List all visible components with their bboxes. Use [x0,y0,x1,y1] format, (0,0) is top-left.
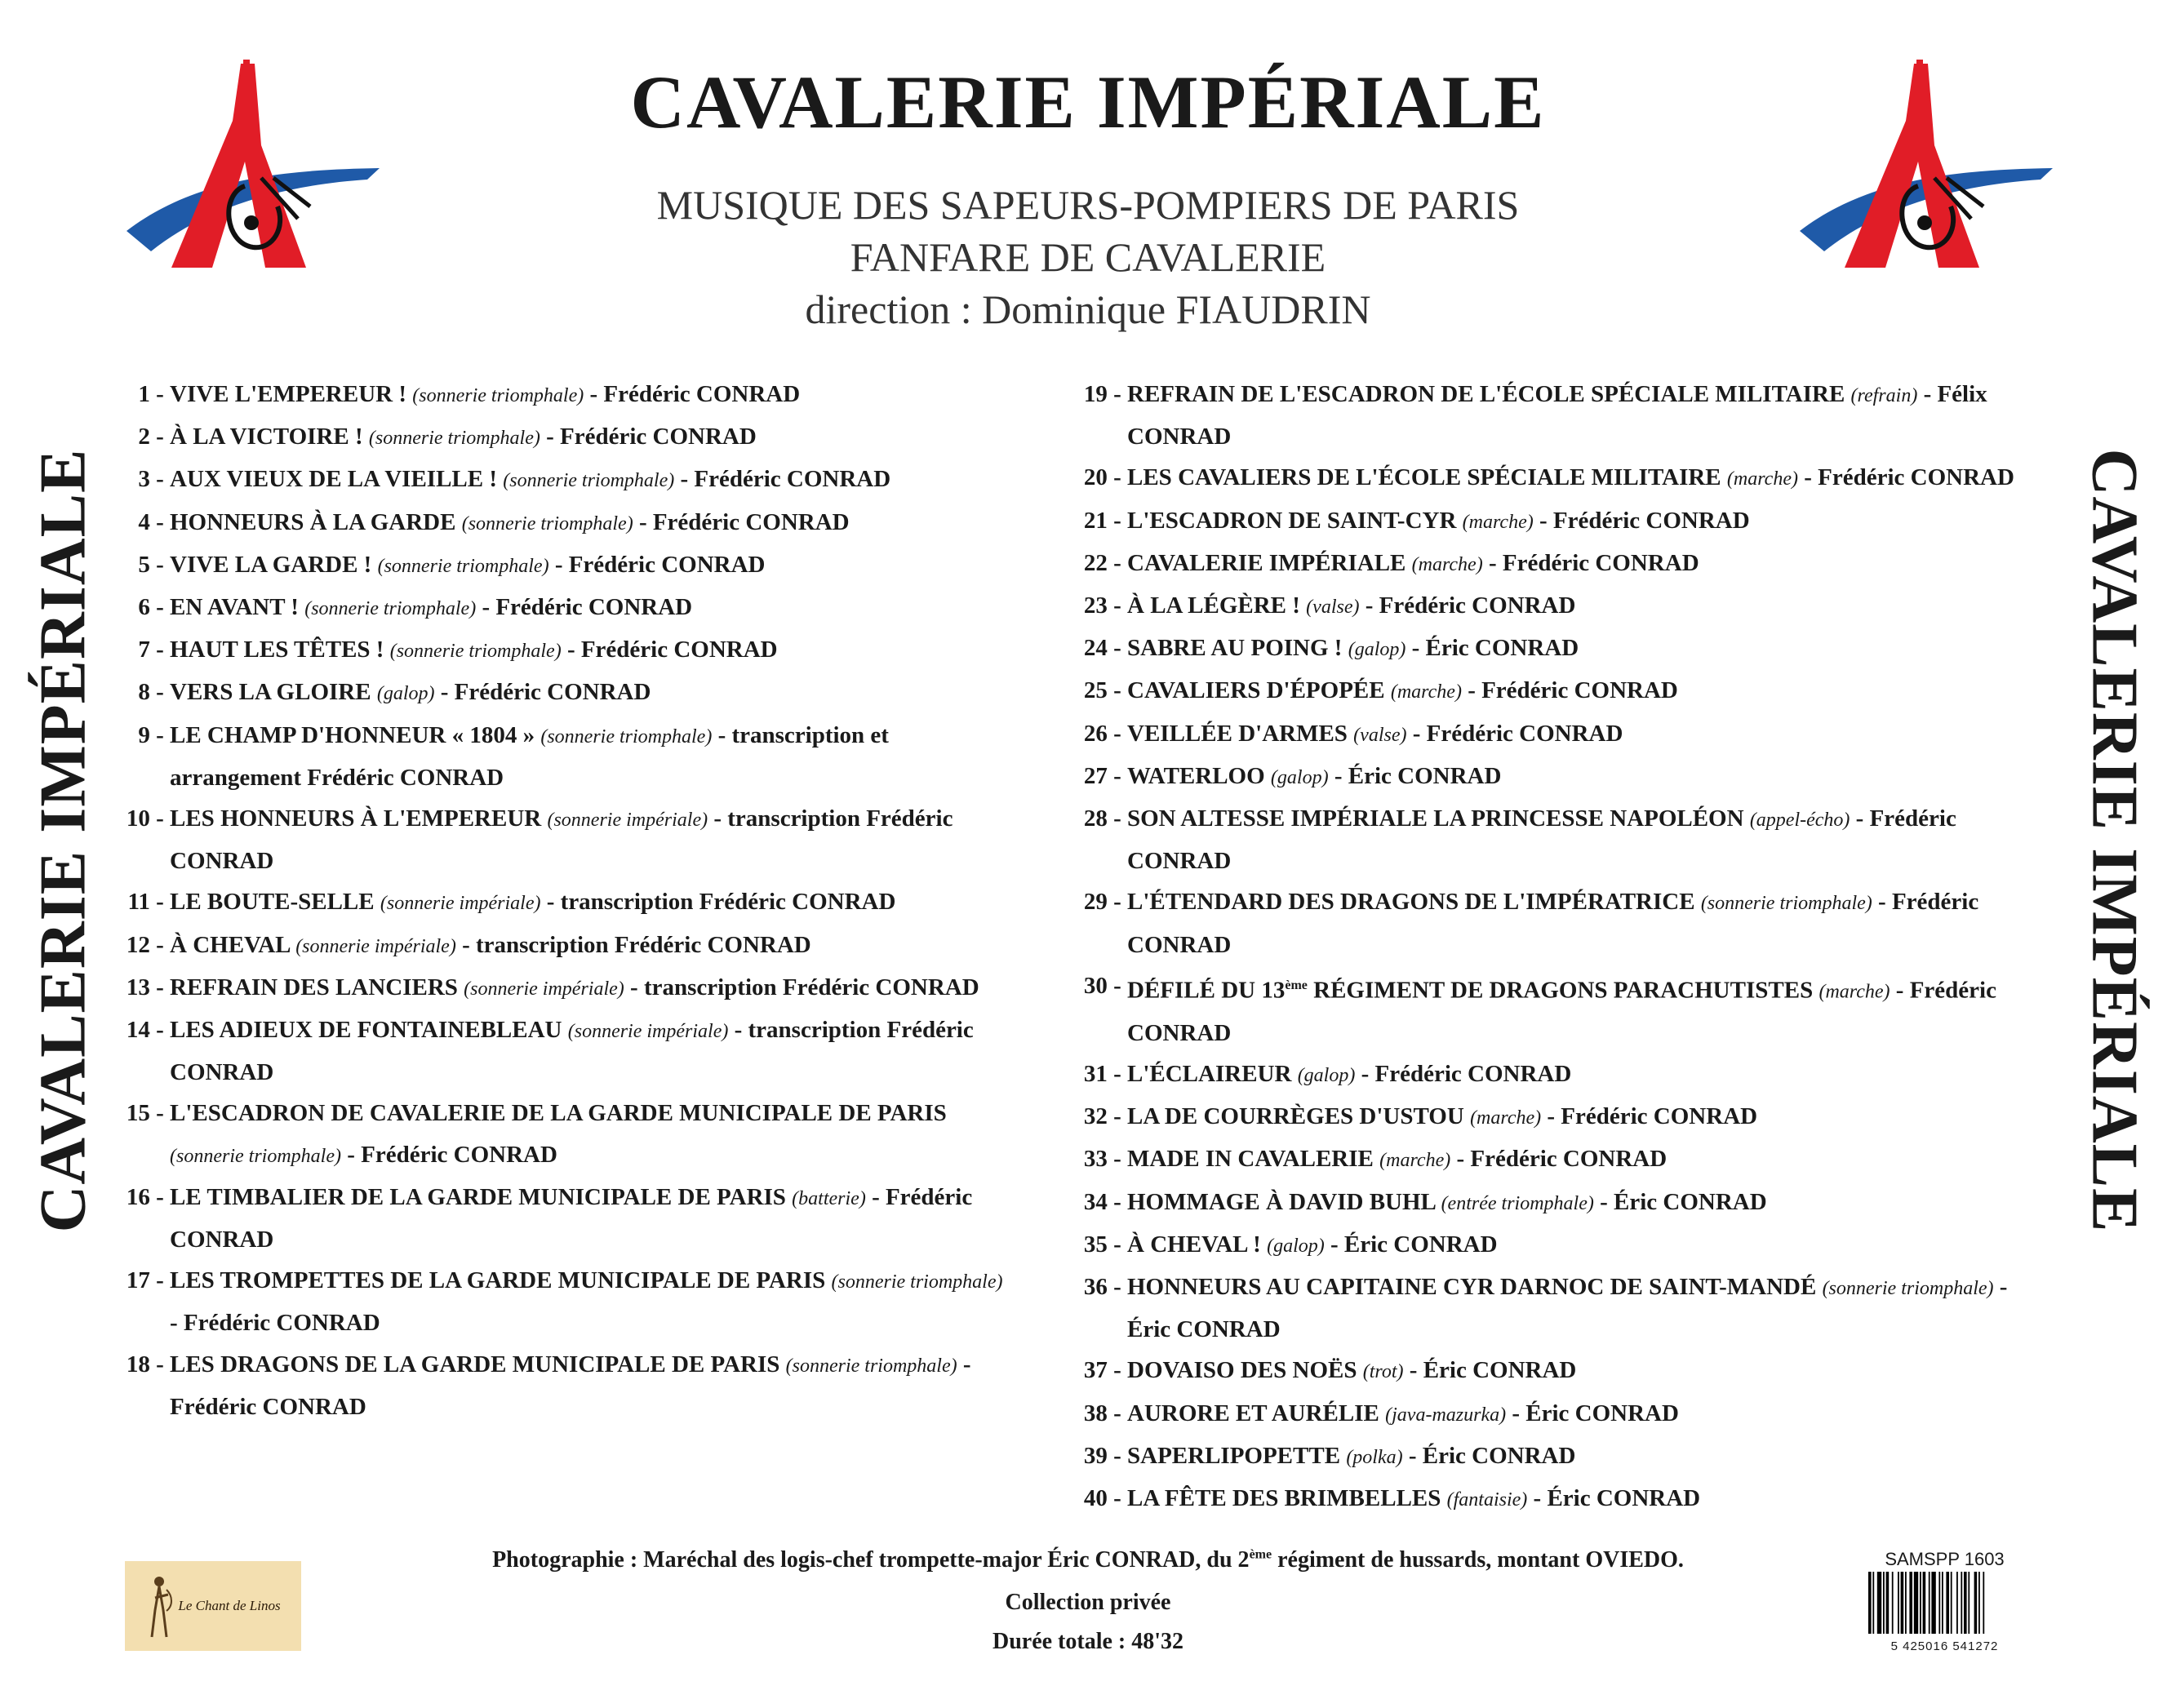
track-credit: - Éric CONRAD [1403,1357,1577,1384]
track-number: 29 - [1083,889,1127,916]
track-number: 24 - [1083,635,1127,662]
track-genre: (sonnerie triomphale) [1700,893,1872,915]
track-credit: - Frédéric CONRAD [1450,1146,1668,1173]
track-text [170,416,1006,459]
track-number: 23 - [1083,592,1127,619]
track-item [1081,798,2028,881]
track-credit: - Éric CONRAD [1506,1400,1679,1426]
barcode-bar [1938,1572,1940,1634]
sapeurs-pompiers-logo-left [122,55,384,276]
track-item [124,459,1006,501]
track-title: LE BOUTE-SELLE [170,889,375,916]
track-item [1081,965,2028,1054]
track-credit: - Frédéric CONRAD [1127,889,1979,958]
track-item [124,1009,1006,1093]
track-title: LE CHAMP D'HONNEUR « 1804 » [170,721,535,748]
track-title: SON ALTESSE IMPÉRIALE LA PRINCESSE NAPOLÉON [1127,805,1744,832]
track-title: AURORE ET AURÉLIE [1127,1400,1379,1426]
label-logo [125,1561,301,1651]
track-title: RÉGIMENT DE DRAGONS PARACHUTISTES [1307,977,1814,1004]
track-title: L'ÉCLAIREUR [1127,1060,1292,1087]
track-text [1127,670,2028,712]
ensemble-line: MUSIQUE DES SAPEURS-POMPIERS DE PARIS [656,182,1520,228]
track-item [1081,713,2028,756]
track-title: DOVAISO DES NOËS [1127,1357,1357,1384]
track-genre: (sonnerie impériale) [547,810,708,832]
track-title: REFRAIN DE L'ESCADRON DE L'ÉCOLE SPÉCIALE MILITAIRE [1127,381,1845,407]
conductor-line: direction : Dominique FIAUDRIN [805,286,1371,332]
barcode-bar [1898,1572,1899,1634]
track-credit: - Frédéric CONRAD [1406,720,1623,747]
track-credit: - Éric CONRAD [1324,1231,1498,1258]
track-title: SABRE AU POING ! [1127,635,1343,662]
track-item [1081,1138,2028,1181]
track-item [124,672,1006,714]
track-number: 8 - [138,679,170,706]
track-number: 30 - [1083,972,1127,999]
track-text [170,1093,1006,1176]
barcode-bar [1901,1572,1904,1634]
track-number: 13 - [126,974,170,1000]
track-credit: - Frédéric CONRAD [540,424,757,450]
track-number: 34 - [1083,1188,1127,1215]
track-text [170,1344,1006,1427]
catalog-number: SAMSPP 1603 [1885,1549,2005,1569]
barcode-bar [1942,1572,1943,1634]
track-genre: (marche) [1819,981,1890,1003]
track-number: 15 - [126,1100,170,1127]
track-item [124,416,1006,459]
track-genre: (refrain) [1850,385,1918,406]
track-number: 39 - [1083,1442,1127,1469]
track-item [1081,374,2028,457]
track-item [124,1344,1006,1427]
track-item [1081,1435,2028,1478]
track-title: CAVALIERS D'ÉPOPÉE [1127,677,1385,704]
track-text [1127,628,2028,670]
barcode-bar [1968,1572,1970,1634]
track-genre: (sonnerie triomphale) [377,555,549,577]
track-item [124,374,1006,416]
track-text [1127,1267,2028,1350]
track-text [170,1260,1006,1343]
track-number: 28 - [1083,805,1127,832]
track-genre: (sonnerie impériale) [295,935,456,957]
track-item [1081,1096,2028,1138]
track-genre: (galop) [1297,1064,1356,1086]
track-genre: (sonnerie impériale) [464,978,624,1000]
track-genre: (valse) [1306,597,1360,619]
track-text [1127,500,2028,543]
track-number: 16 - [126,1183,170,1210]
track-credit: - Frédéric CONRAD [340,1141,557,1168]
spine-title-right: CAVALERIE IMPÉRIALE [2078,448,2151,1233]
track-item [1081,457,2028,499]
track-item [1081,585,2028,628]
track-genre: (sonnerie triomphale) [1822,1277,1994,1299]
track-credit: - Frédéric CONRAD [548,551,766,578]
track-genre: (sonnerie triomphale) [831,1271,1003,1293]
track-credit: - Éric CONRAD [1527,1484,1701,1511]
track-title: EN AVANT ! [170,594,299,621]
track-item [124,715,1006,798]
track-number: 1 - [138,381,170,407]
track-text [1127,585,2028,628]
track-number: 37 - [1083,1357,1127,1384]
barcode-bar [1961,1572,1962,1634]
track-text [1127,543,2028,585]
track-text [1127,1393,2028,1435]
track-item [124,1177,1006,1260]
track-number: 22 - [1083,549,1127,576]
tracklist-right [1081,374,2028,1520]
track-genre: (galop) [1348,639,1406,661]
track-item [124,1260,1006,1343]
track-genre: (sonnerie triomphale) [368,428,540,450]
track-credit: - transcription Frédéric CONRAD [170,805,953,875]
track-text [170,925,1006,967]
track-item [1081,1393,2028,1435]
tracklist-left [124,374,1006,1427]
track-text [1127,1350,2028,1392]
track-item [1081,881,2028,965]
track-credit: - Frédéric CONRAD [170,1183,973,1253]
track-title: VIVE L'EMPEREUR ! [170,381,407,407]
track-text [1127,881,2028,965]
track-title: À LA VICTOIRE ! [170,424,363,450]
track-number: 32 - [1083,1103,1127,1130]
ensemble-subtitle: FANFARE DE CAVALERIE [850,234,1326,280]
track-credit: - Frédéric CONRAD [1541,1103,1758,1130]
track-item [1081,500,2028,543]
track-text [1127,374,2028,457]
track-number: 6 - [138,594,170,621]
track-title: À LA LÉGÈRE ! [1127,592,1300,619]
track-item [124,881,1006,924]
track-item [124,502,1006,544]
track-number: 9 - [138,721,170,748]
track-title: L'ESCADRON DE SAINT-CYR [1127,507,1457,534]
lyre-figure-icon [145,1573,173,1639]
track-item [1081,1267,2028,1350]
track-title: LES CAVALIERS DE L'ÉCOLE SPÉCIALE MILITAIRE [1127,464,1721,491]
track-number: 2 - [138,424,170,450]
track-genre: (entrée triomphale) [1441,1192,1594,1214]
track-item [124,967,1006,1009]
track-text [170,672,1006,714]
track-item [124,798,1006,881]
track-title: LES HONNEURS À L'EMPEREUR [170,805,542,832]
track-number: 14 - [126,1017,170,1044]
barcode-bar [1886,1572,1890,1634]
track-genre: (sonnerie triomphale) [503,470,675,492]
barcode-bar [1923,1572,1926,1634]
track-credit: - Éric CONRAD [1127,1273,2008,1343]
track-text [170,459,1006,501]
track-item [1081,1054,2028,1096]
track-item [124,1093,1006,1176]
barcode-bar [1905,1572,1907,1634]
album-title: CAVALERIE IMPÉRIALE [630,60,1546,144]
track-text [1127,1224,2028,1267]
track-text [1127,1435,2028,1478]
track-genre: (marche) [1726,468,1798,490]
track-credit: - Frédéric CONRAD [1127,805,1956,875]
track-genre: (java-mazurka) [1385,1404,1507,1426]
track-text [1127,756,2028,798]
track-genre: (galop) [1267,1235,1325,1257]
track-credit: - Félix CONRAD [1127,381,1987,450]
collection-note: Collection privée [1005,1590,1171,1615]
track-text [170,881,1006,924]
barcode-bar [1964,1572,1967,1634]
track-credit: - Frédéric CONRAD [674,466,891,493]
track-credit: - Frédéric CONRAD [170,1351,971,1420]
track-credit: - transcription Frédéric CONRAD [170,1017,974,1086]
track-text [1127,798,2028,881]
label-name: Le Chant de Linos [178,1598,281,1613]
barcode [1865,1549,2024,1655]
track-number: 11 - [127,889,170,916]
track-genre: (sonnerie triomphale) [389,641,562,663]
track-title: HONNEURS AU CAPITAINE CYR DARNOC DE SAINT-MANDÉ [1127,1273,1817,1300]
barcode-bar [1892,1572,1894,1634]
track-genre: (sonnerie triomphale) [412,385,584,406]
track-genre: (sonnerie triomphale) [304,598,477,620]
track-item [1081,543,2028,585]
track-text [170,1009,1006,1093]
track-title: HOMMAGE À DAVID BUHL [1127,1188,1436,1215]
track-text [1127,713,2028,756]
track-text [1127,965,2028,1054]
track-item [1081,628,2028,670]
track-number: 31 - [1083,1060,1127,1087]
track-item [1081,1478,2028,1520]
spine-title-left: CAVALERIE IMPÉRIALE [27,448,100,1233]
track-title: VERS LA GLOIRE [170,679,371,706]
track-genre: (sonnerie impériale) [567,1021,729,1043]
track-credit: - Frédéric CONRAD [476,594,693,621]
track-number: 33 - [1083,1146,1127,1173]
track-title: HONNEURS À LA GARDE [170,508,456,535]
photo-credit [0,1547,2176,1573]
track-number: 21 - [1083,507,1127,534]
barcode-bar [1946,1572,1949,1634]
track-item [1081,1224,2028,1267]
track-genre: (marche) [1470,1107,1542,1129]
track-number: 25 - [1083,677,1127,704]
barcode-bar [1872,1572,1874,1634]
track-title: MADE IN CAVALERIE [1127,1146,1374,1173]
track-text [170,715,1006,798]
barcode-bar [1983,1572,1984,1634]
track-title: À CHEVAL ! [1127,1231,1261,1258]
track-genre: (sonnerie impériale) [380,893,541,915]
track-credit: - Éric CONRAD [1406,635,1579,662]
track-genre: (valse) [1353,724,1407,746]
track-number: 5 - [138,551,170,578]
track-credit: - Frédéric CONRAD [584,381,801,407]
barcode-bars [1865,1570,2024,1635]
track-number: 38 - [1083,1400,1127,1426]
track-genre: (appel-écho) [1749,810,1850,832]
track-number: 3 - [138,466,170,493]
track-text [1127,1054,2028,1096]
barcode-bar [1929,1572,1930,1634]
track-title: WATERLOO [1127,762,1265,789]
photo-credit-text: Photographie : Maréchal des logis-chef trompette-major Éric CONRAD, du 2 [492,1547,1250,1573]
track-number: 7 - [138,637,170,663]
track-credit: - Frédéric CONRAD [1797,464,2014,491]
track-text [1127,1182,2028,1224]
track-number: 18 - [126,1351,170,1377]
track-item [124,587,1006,629]
track-genre: (sonnerie triomphale) [461,512,633,535]
track-number: 26 - [1083,720,1127,747]
track-item [124,925,1006,967]
track-genre: (galop) [1270,766,1329,788]
track-item [1081,1350,2028,1392]
track-credit: - transcription Frédéric CONRAD [540,889,896,916]
track-title: VEILLÉE D'ARMES [1127,720,1348,747]
track-number: 4 - [138,508,170,535]
track-text [170,798,1006,881]
track-title: CAVALERIE IMPÉRIALE [1127,549,1406,576]
barcode-bar [1883,1572,1885,1634]
track-title: SAPERLIPOPETTE [1127,1442,1341,1469]
track-credit: - Frédéric CONRAD [170,1310,380,1337]
track-credit: - Éric CONRAD [1328,762,1502,789]
track-number: 12 - [126,931,170,958]
track-item [124,629,1006,672]
track-genre: (trot) [1362,1361,1404,1383]
barcode-bar [1978,1572,1980,1634]
track-number: 19 - [1083,381,1127,407]
track-credit: - Frédéric CONRAD [1461,677,1678,704]
track-title: AUX VIEUX DE LA VIEILLE ! [170,466,498,493]
track-item [1081,670,2028,712]
track-credit: - transcription et arrangement Frédéric CONRAD [170,721,889,791]
track-genre: (marche) [1462,511,1534,533]
track-genre: (polka) [1346,1446,1403,1468]
track-genre: (fantaisie) [1446,1488,1528,1511]
track-genre: (sonnerie triomphale) [170,1145,341,1167]
track-credit: - Frédéric CONRAD [1127,977,1996,1046]
track-text [170,374,1006,416]
barcode-bar [1914,1572,1918,1634]
barcode-bar [1909,1572,1912,1634]
track-credit: - transcription Frédéric CONRAD [455,931,811,958]
track-credit: - Frédéric CONRAD [561,637,778,663]
track-item [1081,1182,2028,1224]
track-credit: - Frédéric CONRAD [1359,592,1576,619]
track-credit: - Éric CONRAD [1593,1188,1767,1215]
barcode-bar [1951,1572,1952,1634]
track-credit: - Frédéric CONRAD [1482,549,1699,576]
track-title: ème [1285,978,1308,992]
track-text [1127,1138,2028,1181]
track-text [1127,1478,2028,1520]
track-title: À CHEVAL [170,931,290,958]
track-title: DÉFILÉ DU 13 [1127,977,1286,1004]
track-credit: - Frédéric CONRAD [1355,1060,1572,1087]
track-title: VIVE LA GARDE ! [170,551,372,578]
barcode-bar [1974,1572,1978,1634]
track-genre: (sonnerie triomphale) [785,1355,957,1377]
track-number: 27 - [1083,762,1127,789]
track-genre: (marche) [1379,1150,1451,1172]
track-text [1127,1096,2028,1138]
track-title: LES DRAGONS DE LA GARDE MUNICIPALE DE PARIS [170,1351,780,1377]
track-number: 17 - [126,1267,170,1294]
barcode-bar [1868,1572,1872,1634]
track-number: 10 - [126,805,170,832]
track-number: 40 - [1083,1484,1127,1511]
barcode-digits: 5 425016 541272 [1890,1639,1999,1653]
track-credit: - Frédéric CONRAD [633,508,850,535]
barcode-bar [1920,1572,1921,1634]
track-item [1081,756,2028,798]
track-number: 36 - [1083,1273,1127,1300]
track-genre: (sonnerie triomphale) [540,725,713,748]
photo-credit-text-end: régiment de hussards, montant OVIEDO. [1272,1547,1684,1573]
track-title: LES ADIEUX DE FONTAINEBLEAU [170,1017,562,1044]
track-title: LA FÊTE DES BRIMBELLES [1127,1484,1441,1511]
track-genre: (marche) [1390,681,1462,703]
track-item [124,544,1006,587]
track-genre: (batterie) [792,1187,866,1209]
sapeurs-pompiers-logo-right [1796,55,2057,276]
track-number: 35 - [1083,1231,1127,1258]
track-title: LES TROMPETTES DE LA GARDE MUNICIPALE DE PARIS [170,1267,826,1294]
track-text [170,967,1006,1009]
track-text [1127,457,2028,499]
barcode-bar [1877,1572,1881,1634]
track-number: 20 - [1083,464,1127,491]
track-credit: - Frédéric CONRAD [434,679,651,706]
track-title: LE TIMBALIER DE LA GARDE MUNICIPALE DE PARIS [170,1183,786,1210]
track-title: L'ESCADRON DE CAVALERIE DE LA GARDE MUNICIPALE DE PARIS [170,1100,947,1127]
track-title: LA DE COURRÈGES D'USTOU [1127,1103,1464,1130]
barcode-bar [1931,1572,1935,1634]
track-credit: - transcription Frédéric CONRAD [624,974,979,1000]
track-text [170,502,1006,544]
track-text [170,629,1006,672]
photo-credit-sup: ème [1249,1547,1272,1562]
track-title: REFRAIN DES LANCIERS [170,974,458,1000]
track-title: HAUT LES TÊTES ! [170,637,384,663]
track-credit: - Frédéric CONRAD [1533,507,1750,534]
track-genre: (marche) [1411,553,1483,575]
total-duration: Durée totale : 48'32 [992,1629,1184,1654]
track-genre: (galop) [376,683,435,705]
track-text [170,587,1006,629]
barcode-bar [1956,1572,1958,1634]
track-text [170,1177,1006,1260]
track-title: L'ÉTENDARD DES DRAGONS DE L'IMPÉRATRICE [1127,889,1695,916]
track-credit: - Éric CONRAD [1402,1442,1576,1469]
track-text [170,544,1006,587]
